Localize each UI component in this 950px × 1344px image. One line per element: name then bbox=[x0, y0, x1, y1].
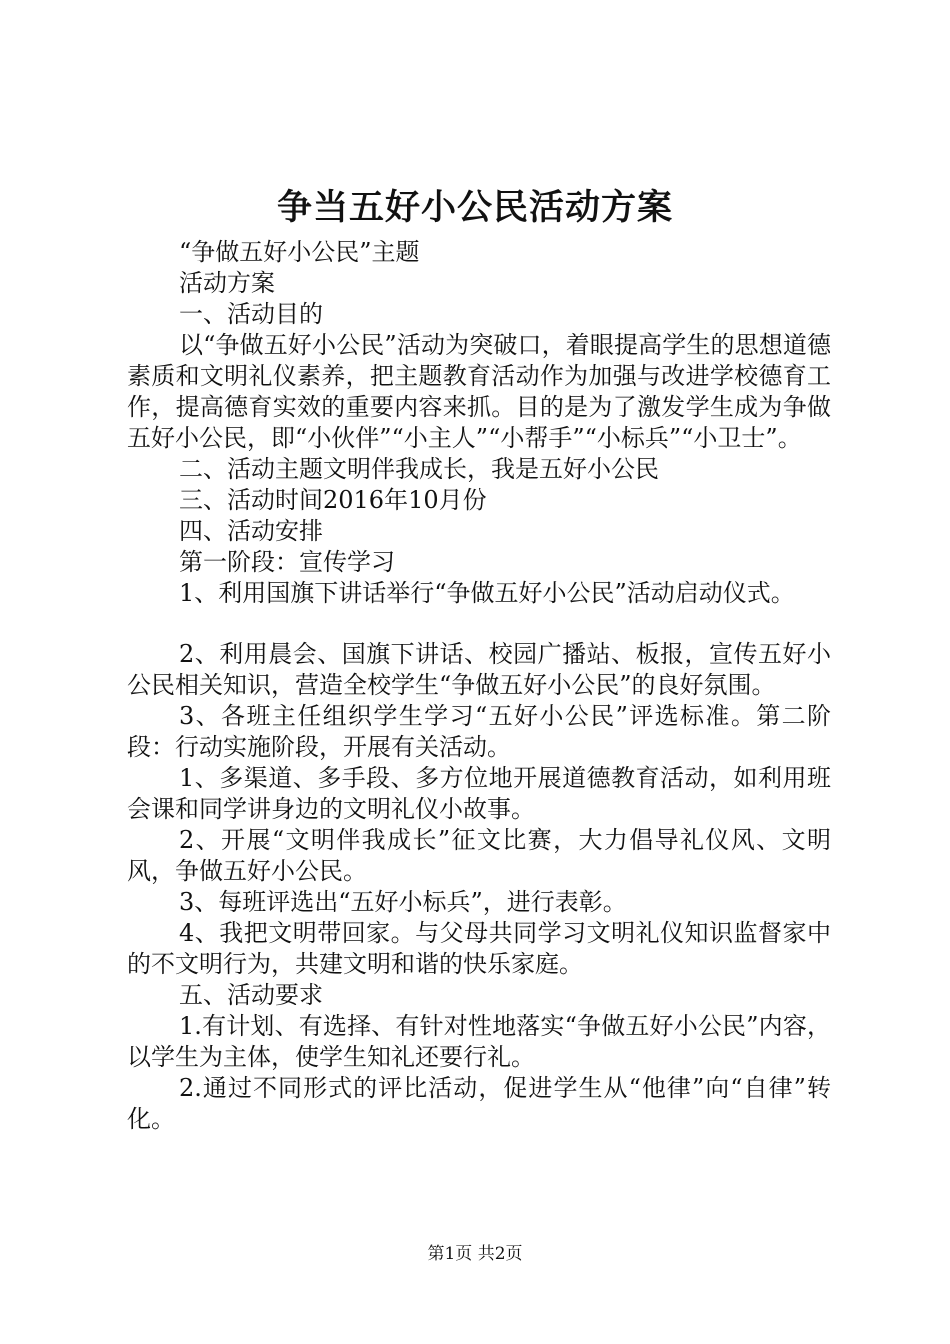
heading-requirements: 五、活动要求 bbox=[179, 981, 323, 1009]
heading-purpose: 一、活动目的 bbox=[179, 300, 323, 328]
document-body bbox=[127, 237, 831, 1135]
heading-stage-one: 第一阶段：宣传学习 bbox=[179, 548, 395, 576]
paragraph-stage-one-item-3: 3、各班主任组织学生学习“五好小公民”评选标准。第二阶段：行动实施阶段，开展有关活动。 bbox=[127, 702, 831, 761]
paragraph-stage-two-item-4: 4、我把文明带回家。与父母共同学习文明礼仪知识监督家中的不文明行为，共建文明和谐的快乐家庭。 bbox=[127, 919, 831, 978]
page-footer: 第1页 共2页 bbox=[427, 1244, 523, 1264]
paragraph-purpose: 以“争做五好小公民”活动为突破口，着眼提高学生的思想道德素质和文明礼仪素养，把主题教育活动作为加强与改进学校德育工作，提高德育实效的重要内容来抓。目的是为了激发学生成为争做五好小公民，即“小伙伴”“小主人”“小帮手”“小标兵”“小卫士”。 bbox=[127, 331, 831, 452]
paragraph-theme: “争做五好小公民”主题 bbox=[179, 238, 420, 266]
paragraph-stage-two-item-2: 2、开展“文明伴我成长”征文比赛，大力倡导礼仪风、文明风，争做五好小公民。 bbox=[127, 826, 831, 885]
document-title: 争当五好小公民活动方案 bbox=[276, 187, 673, 228]
paragraph-stage-two-item-1: 1、多渠道、多手段、多方位地开展道德教育活动，如利用班会课和同学讲身边的文明礼仪小故事。 bbox=[127, 764, 831, 823]
paragraph-plan: 活动方案 bbox=[179, 269, 275, 297]
heading-time: 三、活动时间2016年10月份 bbox=[179, 486, 487, 514]
paragraph-requirement-2: 2.通过不同形式的评比活动，促进学生从“他律”向“自律”转化。 bbox=[127, 1074, 831, 1133]
paragraph-stage-one-item-2: 2、利用晨会、国旗下讲话、校园广播站、板报，宣传五好小公民相关知识，营造全校学生“争做五好小公民”的良好氛围。 bbox=[127, 640, 831, 699]
paragraph-stage-one-item-1: 1、利用国旗下讲话举行“争做五好小公民”活动启动仪式。 bbox=[179, 579, 795, 607]
heading-theme: 二、活动主题文明伴我成长，我是五好小公民 bbox=[179, 455, 659, 483]
paragraph-stage-two-item-3: 3、每班评选出“五好小标兵”，进行表彰。 bbox=[179, 888, 627, 916]
paragraph-requirement-1: 1.有计划、有选择、有针对性地落实“争做五好小公民”内容，以学生为主体，使学生知礼还要行礼。 bbox=[127, 1012, 831, 1071]
heading-arrangement: 四、活动安排 bbox=[179, 517, 323, 545]
